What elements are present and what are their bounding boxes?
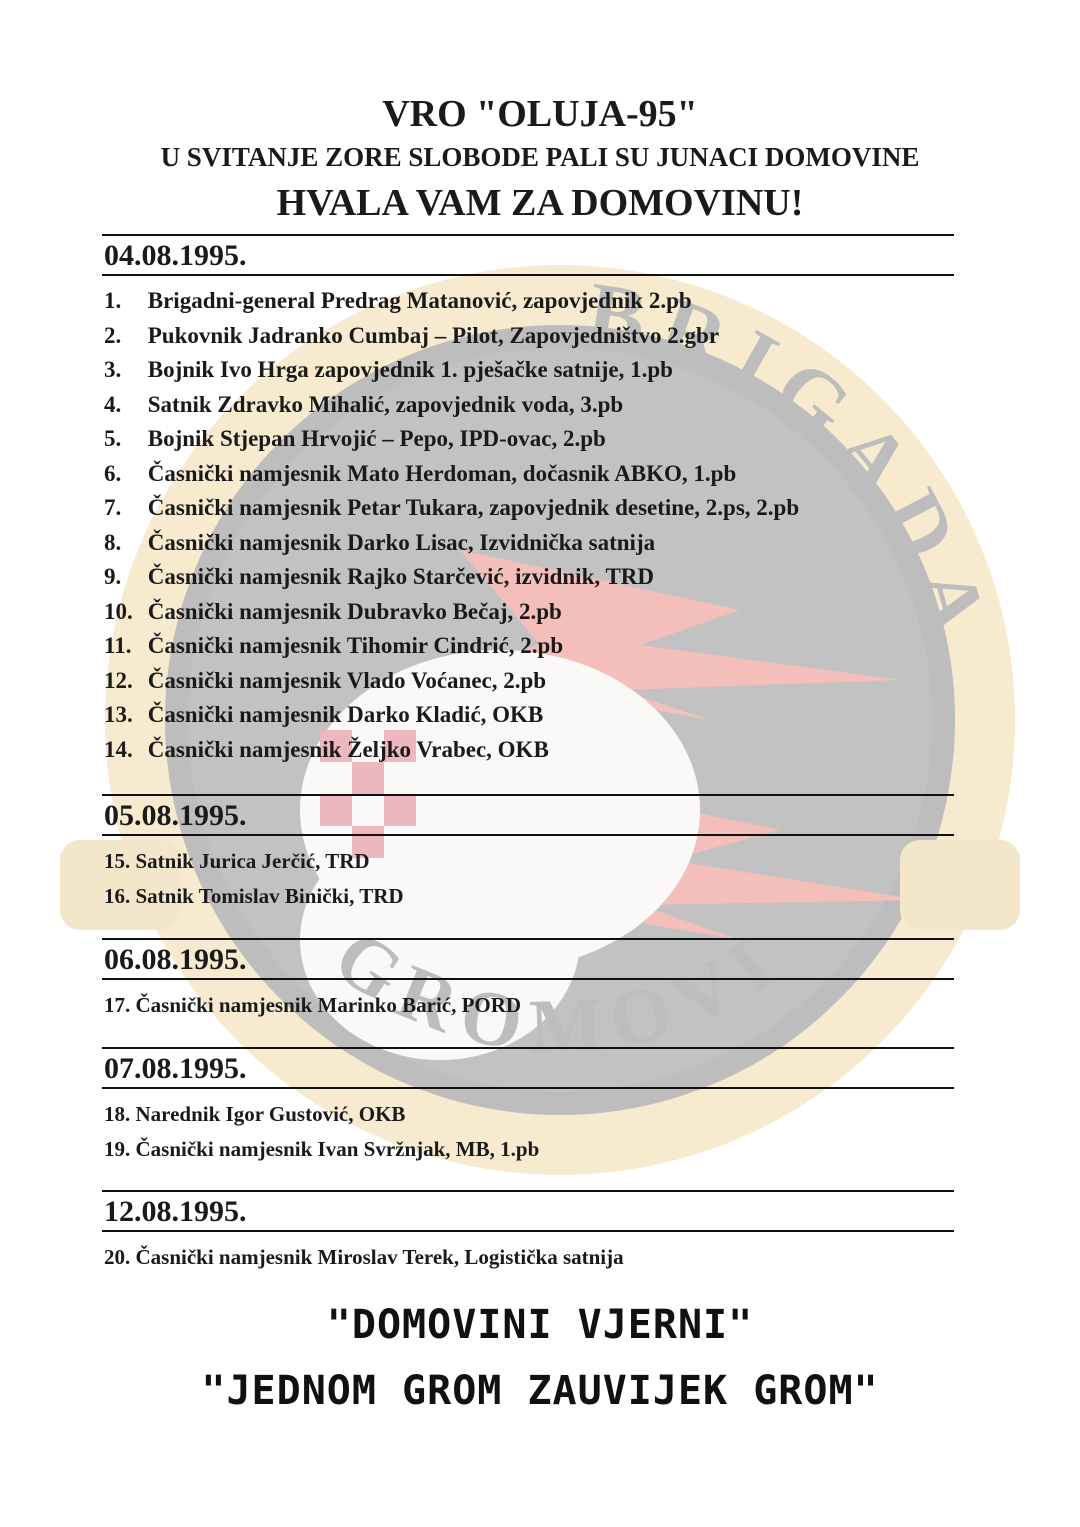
entry-number: 3. [104, 357, 122, 382]
entry-number: 14. [104, 736, 133, 762]
entry-number: 16. [104, 883, 131, 908]
list-item [104, 879, 954, 914]
fallen-list [102, 1089, 954, 1166]
list-item [104, 629, 954, 664]
entry-text: Časnički namjesnik Marinko Barić, PORD [135, 993, 522, 1017]
entry-number: 2. [104, 322, 122, 348]
entry-text: Časnički namjesnik Željko Vrabec, OKB [147, 736, 549, 762]
list-item [104, 733, 954, 768]
page-subtitle: U SVITANJE ZORE SLOBODE PALI SU JUNACI DOMOVINE [160, 142, 920, 172]
fallen-list [102, 1232, 954, 1275]
entry-text: Satnik Zdravko Mihalić, zapovjednik voda, 3.pb [147, 391, 624, 417]
list-item [104, 698, 954, 733]
fallen-list [102, 276, 954, 767]
day-section [102, 938, 954, 1023]
entry-text: Brigadni-general Predrag Matanović, zapovjednik 2.pb [147, 288, 692, 313]
entry-number: 6. [104, 460, 122, 486]
list-item [104, 560, 954, 595]
entry-number: 4. [104, 391, 122, 417]
entry-text: Bojnik Stjepan Hrvojić – Pepo, IPD-ovac, 2.pb [147, 426, 606, 451]
list-item [104, 1132, 954, 1167]
entry-number: 20. [104, 1245, 131, 1269]
entry-text: Časnički namjesnik Vlado Voćanec, 2.pb [147, 667, 547, 693]
list-item [104, 491, 954, 526]
entry-text: Satnik Jurica Jerčić, TRD [135, 849, 370, 873]
entry-text: Časnički namjesnik Tihomir Cindrić, 2.pb [147, 633, 564, 658]
entry-text: Časnički namjesnik Ivan Svržnjak, MB, 1.pb [135, 1136, 540, 1161]
entry-number: 1. [104, 288, 122, 313]
date-header: 07.08.1995. [102, 1047, 954, 1089]
list-item [104, 844, 954, 879]
motto-line-1: "DOMOVINI VJERNI" [326, 1302, 754, 1348]
entry-text: Časnički namjesnik Mato Herdoman, dočasnik ABKO, 1.pb [147, 460, 737, 486]
entry-text: Časnički namjesnik Dubravko Bečaj, 2.pb [147, 598, 562, 624]
fallen-list [102, 836, 954, 913]
list-item [104, 422, 954, 457]
entry-number: 17. [104, 993, 131, 1017]
list-item [104, 1240, 954, 1275]
list-item [104, 457, 954, 492]
entry-number: 5. [104, 426, 122, 451]
thanks-heading: HVALA VAM ZA DOMOVINU! [276, 182, 804, 224]
day-section [102, 234, 954, 767]
day-section [102, 794, 954, 913]
list-item [104, 353, 954, 388]
entry-text: Časnički namjesnik Miroslav Terek, Logistička satnija [135, 1245, 624, 1269]
date-header: 05.08.1995. [102, 794, 954, 836]
list-item [104, 664, 954, 699]
entry-text: Pukovnik Jadranko Cumbaj – Pilot, Zapovjedništvo 2.gbr [147, 322, 720, 348]
motto-line-2: "JEDNOM GROM ZAUVIJEK GROM" [201, 1368, 879, 1414]
date-header: 04.08.1995. [102, 234, 954, 276]
entry-number: 12. [104, 667, 133, 693]
list-item [104, 595, 954, 630]
entry-number: 8. [104, 529, 122, 555]
entry-text: Časnički namjesnik Petar Tukara, zapovjednik desetine, 2.ps, 2.pb [147, 495, 800, 520]
entry-number: 18. [104, 1102, 131, 1126]
entry-text: Časnički namjesnik Darko Lisac, Izvidnička satnija [147, 529, 656, 555]
entry-text: Bojnik Ivo Hrga zapovjednik 1. pješačke satnije, 1.pb [147, 357, 673, 382]
entry-text: Časnički namjesnik Darko Kladić, OKB [147, 702, 544, 727]
svg-text:BRIGADA: BRIGADA [581, 263, 1010, 657]
entry-number: 15. [104, 849, 131, 873]
day-section [102, 1047, 954, 1166]
list-item [104, 988, 954, 1023]
list-item [104, 284, 954, 319]
page-title: VRO "OLUJA-95" [382, 93, 698, 135]
list-item [104, 526, 954, 561]
entry-text: Narednik Igor Gustović, OKB [135, 1102, 406, 1126]
date-header: 12.08.1995. [102, 1190, 954, 1232]
entry-number: 13. [104, 702, 133, 727]
entry-number: 7. [104, 495, 122, 520]
date-header: 06.08.1995. [102, 938, 954, 980]
entry-number: 10. [104, 598, 133, 624]
entry-number: 9. [104, 564, 122, 589]
list-item [104, 388, 954, 423]
svg-text:GROMOVI: GROMOVI [319, 912, 799, 1071]
entry-text: Satnik Tomislav Binički, TRD [135, 883, 404, 908]
list-item [104, 1097, 954, 1132]
entry-number: 19. [104, 1136, 131, 1161]
fallen-list [102, 980, 954, 1023]
list-item [104, 319, 954, 354]
entry-text: Časnički namjesnik Rajko Starčević, izvidnik, TRD [147, 564, 655, 589]
day-section [102, 1190, 954, 1275]
entry-number: 11. [104, 633, 132, 658]
